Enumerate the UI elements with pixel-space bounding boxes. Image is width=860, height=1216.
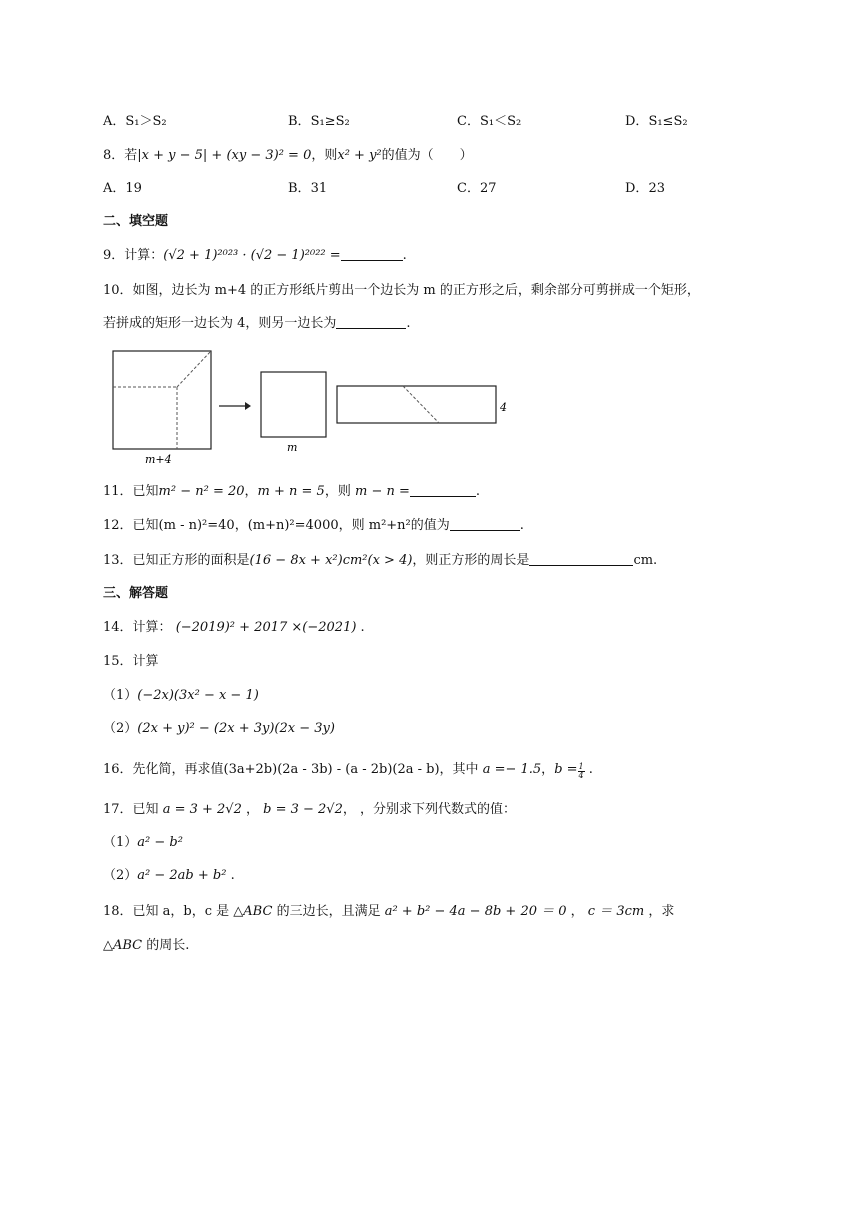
q12: 12．已知(m - n)²=40，(m+n)²=4000，则 m²+n²的值为 . <box>103 518 524 533</box>
label-m: m <box>287 441 298 454</box>
q14: 14．计算： (−2019)² + 2017 ×(−2021) . <box>103 620 365 635</box>
q17-stem: 17．已知 a = 3 + 2√2 ， b = 3 − 2√2， ，分别求下列代数式的值： <box>103 802 516 817</box>
q16-fraction: $\frac{1}{4}$ <box>578 762 584 780</box>
q7-option-d: D．S₁≤S₂ <box>625 114 688 129</box>
q8-option-d: D．23 <box>625 181 665 196</box>
q16: 16．先化简，再求值(3a+2b)(2a - 3b) - (a - 2b)(2a - b)，其中 a =− 1.5，b = $\frac{1}{4}$ . <box>103 762 593 780</box>
q12-answer-blank[interactable] <box>450 516 520 531</box>
q8-option-b: B．31 <box>288 181 328 196</box>
result-rectangle <box>337 386 496 423</box>
q10-line1: 10．如图，边长为 m+4 的正方形纸片剪出一个边长为 m 的正方形之后，剩余部分可剪拼成一个矩形， <box>103 283 700 298</box>
q8-stem: 8．若|x + y − 5| + (xy − 3)² = 0，则x² + y²的值为（ ） <box>103 148 473 163</box>
q17-part1: （1）a² − b² <box>103 835 183 850</box>
label-m-plus-4: m+4 <box>145 453 172 466</box>
q9: 9．计算：(√2 + 1)²⁰²³ · (√2 − 1)²⁰²² = . <box>103 248 407 263</box>
q11-answer-blank[interactable] <box>410 482 476 497</box>
q18-line1: 18．已知 a，b，c 是 △ABC 的三边长，且满足 a² + b² − 4a − 8b + 20 ＝ 0 ， c ＝ 3cm ，求 <box>103 904 675 919</box>
q17-part2: （2）a² − 2ab + b² . <box>103 868 235 883</box>
q10-figure <box>105 345 515 470</box>
q7-option-c: C．S₁＜S₂ <box>457 114 522 129</box>
q8-option-c: C．27 <box>457 181 497 196</box>
q7-option-a: A．S₁＞S₂ <box>103 114 167 129</box>
q18-line2: △ABC 的周长. <box>103 938 190 953</box>
arrow-head-icon <box>245 402 251 410</box>
q10-line2: 若拼成的矩形一边长为 4，则另一边长为 . <box>103 316 411 331</box>
q10-answer-blank[interactable] <box>336 314 406 329</box>
section-heading-fill-in: 二、填空题 <box>103 214 169 229</box>
q13-answer-blank[interactable] <box>529 551 633 566</box>
label-4: 4 <box>500 401 507 414</box>
q13: 13．已知正方形的面积是(16 − 8x + x²)cm²(x > 4)，则正方形的周长是 cm. <box>103 553 658 568</box>
q9-answer-blank[interactable] <box>341 246 403 261</box>
rectangle-cut-line <box>403 386 439 423</box>
small-square <box>261 372 326 437</box>
q15-part1: （1）(−2x)(3x² − x − 1) <box>103 688 259 703</box>
section-heading-solutions: 三、解答题 <box>103 586 169 601</box>
q15-title: 15．计算 <box>103 654 159 669</box>
q8-option-a: A．19 <box>103 181 142 196</box>
q15-part2: （2）(2x + y)² − (2x + 3y)(2x − 3y) <box>103 721 335 736</box>
q7-option-b: B．S₁≥S₂ <box>288 114 350 129</box>
q11: 11．已知m² − n² = 20，m + n = 5，则 m − n = . <box>103 484 481 499</box>
big-square <box>113 351 211 449</box>
cut-line-diagonal <box>177 351 211 387</box>
